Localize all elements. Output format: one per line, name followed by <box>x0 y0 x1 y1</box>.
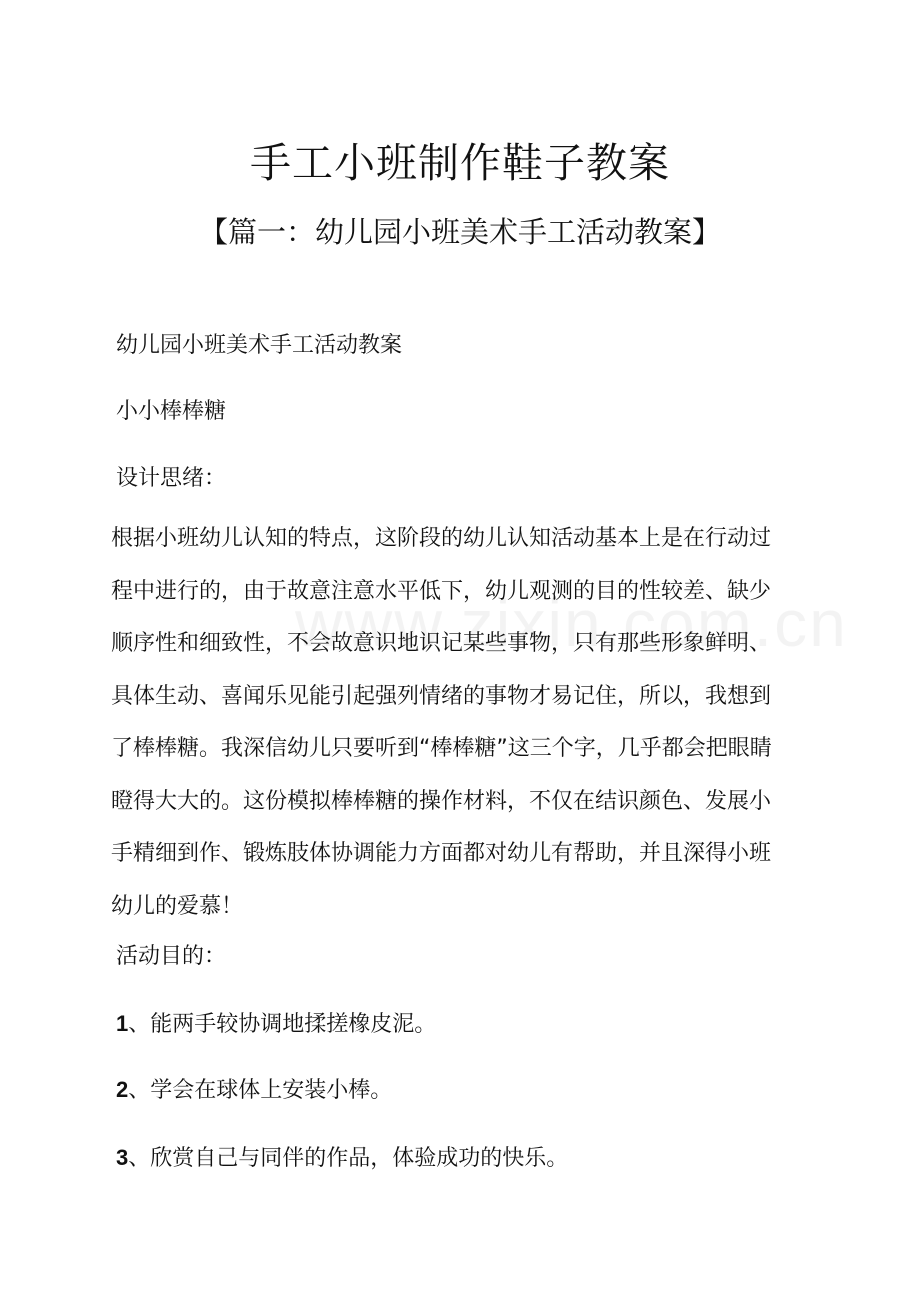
goal-number: 3 <box>116 1145 129 1170</box>
paragraph-line: 根据小班幼儿认知的特点，这阶段的幼儿认知活动基本上是在行动过 <box>111 526 772 551</box>
paragraph-line: 程中进行的，由于故意注意水平低下，幼儿观测的目的性较差、缺少 <box>111 578 772 604</box>
section-heading: 幼儿园小班美术手工活动教案 <box>116 333 403 358</box>
design-label: 设计思绪： <box>116 466 227 491</box>
paragraph-line: 幼儿的爱慕！ <box>111 893 244 919</box>
goals-label: 活动目的： <box>116 944 227 969</box>
goal-item <box>116 1008 436 1041</box>
activity-name: 小小棒棒糖 <box>116 399 227 424</box>
paragraph-line: 顺序性和细致性，不会故意识地识记某些事物，只有那些形象鲜明、 <box>111 631 772 656</box>
paragraph-line: 了棒棒糖。我深信幼儿只要听到“棒棒糖”这三个字，几乎都会把眼睛 <box>111 736 772 761</box>
paragraph-line: 手精细到作、锻炼肢体协调能力方面都对幼儿有帮助，并且深得小班 <box>111 841 772 866</box>
goal-text: 、学会在球体上安装小棒。 <box>128 1078 393 1103</box>
goal-number: 1 <box>116 1011 129 1036</box>
goal-text: 、能两手较协调地揉搓橡皮泥。 <box>128 1012 437 1037</box>
document-title: 手工小班制作鞋子教案 <box>250 139 670 188</box>
document-subtitle: 【篇一：幼儿园小班美术手工活动教案】 <box>198 215 721 249</box>
paragraph-line: 瞪得大大的。这份模拟棒棒糖的操作材料，不仅在结识颜色、发展小 <box>111 788 772 814</box>
paragraph-line: 具体生动、喜闻乐见能引起强列情绪的事物才易记住，所以，我想到 <box>111 683 772 709</box>
goal-item <box>116 1074 392 1107</box>
goal-text: 、欣赏自己与同伴的作品，体验成功的快乐。 <box>128 1146 569 1171</box>
design-paragraph <box>111 513 811 933</box>
goal-number: 2 <box>116 1077 129 1102</box>
goal-item <box>116 1142 568 1175</box>
